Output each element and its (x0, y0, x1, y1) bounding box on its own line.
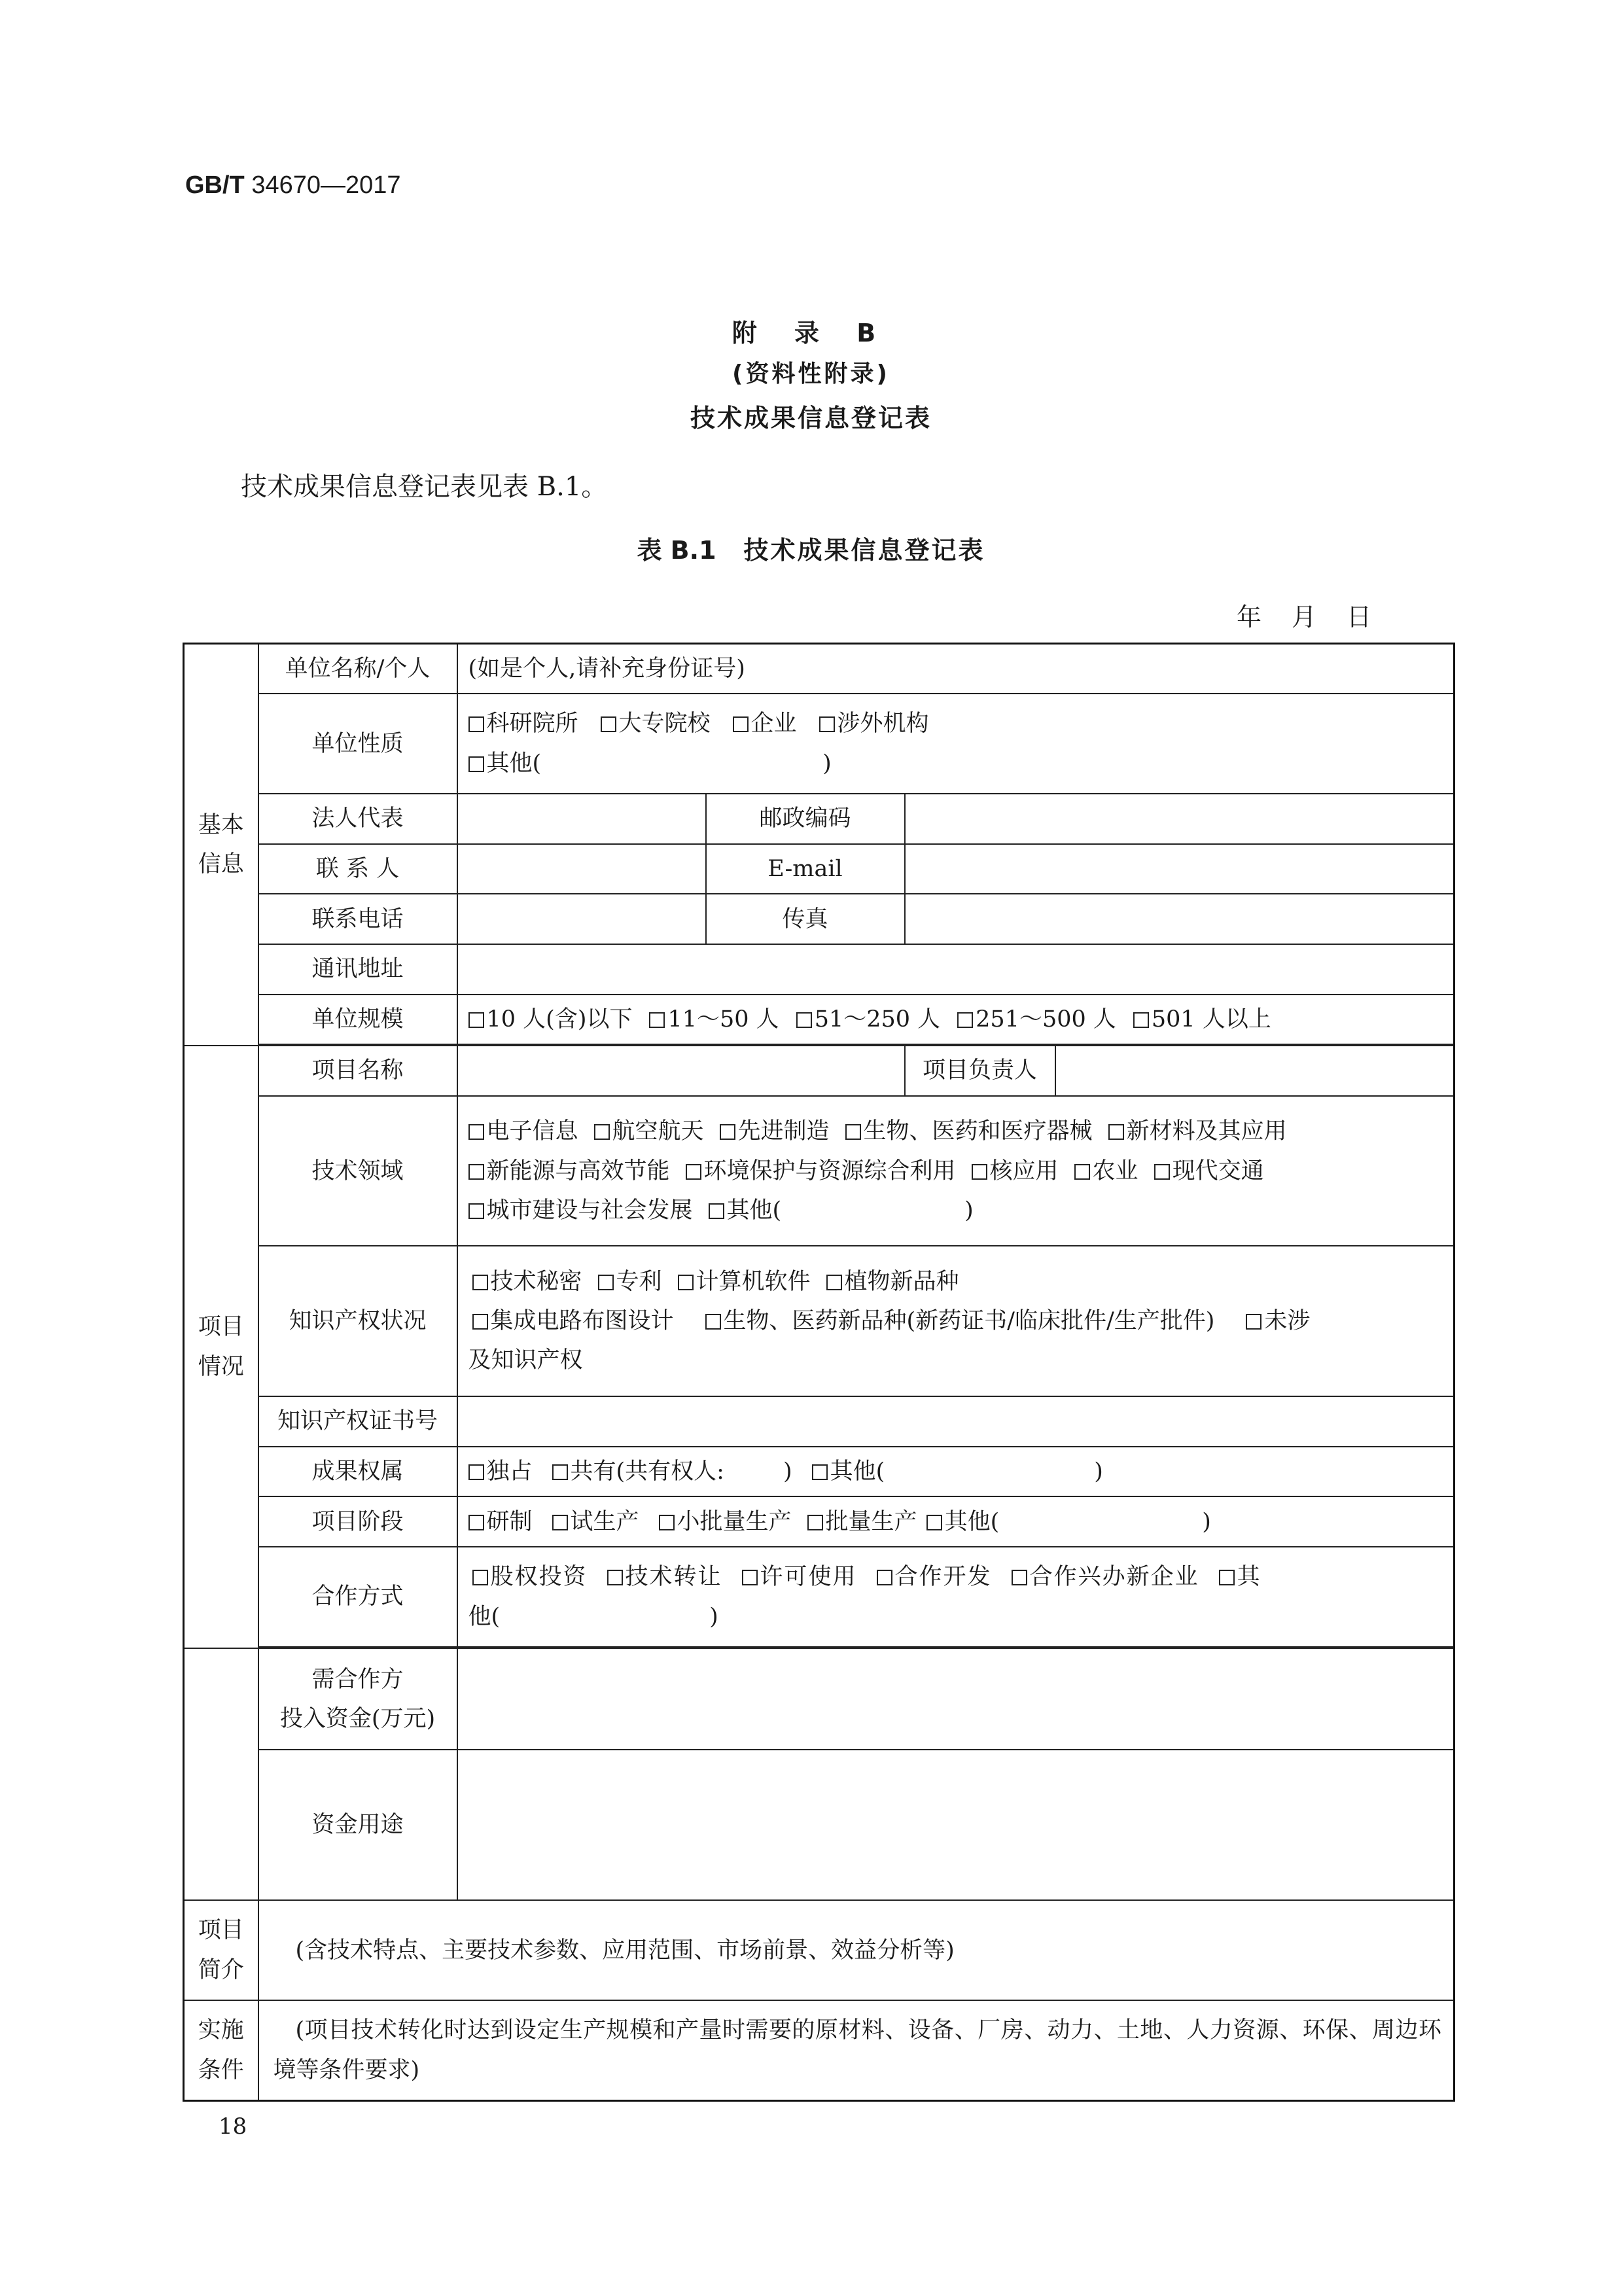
coop-option-other-tail: 他( (468, 1603, 501, 1630)
checkbox[interactable] (468, 1203, 484, 1219)
checkbox[interactable] (877, 1570, 892, 1585)
checkbox[interactable] (468, 756, 484, 772)
group-funding (184, 1648, 258, 1900)
postcode-field[interactable] (905, 794, 1455, 844)
checkbox[interactable] (607, 1570, 623, 1585)
coop-option-4[interactable]: 合作开发 (877, 1564, 992, 1590)
tech-field-options (457, 1096, 1455, 1246)
ip-option-5[interactable]: 集成电路布图设计 (472, 1308, 674, 1334)
scale-field (457, 995, 1455, 1045)
ip-option-7[interactable]: 未涉 (1246, 1308, 1310, 1334)
standard-code (185, 171, 401, 200)
checkbox[interactable] (468, 1464, 484, 1480)
checkbox[interactable] (705, 1314, 721, 1330)
org-name-hint: (如是个人,请补充身份证号) (468, 655, 745, 682)
scale-option-2[interactable]: 11～50 人 (649, 1006, 779, 1033)
project-leader-label: 项目负责人 (905, 1046, 1055, 1096)
coop-label: 合作方式 (258, 1547, 457, 1647)
checkbox[interactable] (826, 1275, 842, 1290)
summary-hint: (含技术特点、主要技术参数、应用范围、市场前景、效益分析等) (295, 1937, 955, 1964)
annex-title: 附 录 B (732, 319, 890, 347)
checkbox[interactable] (926, 1515, 942, 1530)
fax-label: 传真 (706, 894, 905, 944)
conditions-hint: (项目技术转化时达到设定生产规模和产量时需要的原材料、设备、厂房、动力、土地、人力资源、环保、周边环境等条件要求) (273, 2017, 1441, 2083)
checkbox[interactable] (796, 1012, 812, 1028)
date-year-label[interactable]: 年 (1237, 603, 1262, 631)
project-name-label: 项目名称 (258, 1046, 457, 1096)
checkbox[interactable] (1012, 1570, 1027, 1585)
ip-option-7-tail: 及知识产权 (468, 1347, 583, 1374)
group-project-info-label: 项目情况 (198, 1314, 244, 1380)
phone-label: 联系电话 (258, 894, 457, 944)
checkbox[interactable] (720, 1124, 735, 1140)
org-type-option-other[interactable]: 其他( ) (468, 751, 832, 777)
coop-option-5[interactable]: 合作兴办新企业 (1012, 1564, 1199, 1590)
tech-field-option-1[interactable]: 电子信息 (468, 1118, 578, 1144)
stage-option-4[interactable]: 批量生产 (807, 1509, 917, 1535)
checkbox[interactable] (678, 1275, 694, 1290)
intro-text: 技术成果信息登记表见表 B.1。 (241, 472, 608, 502)
scale-option-1[interactable]: 10 人(含)以下 (468, 1006, 633, 1033)
group-summary (184, 1900, 258, 2000)
checkbox[interactable] (598, 1275, 614, 1290)
checkbox[interactable] (472, 1314, 488, 1330)
checkbox[interactable] (468, 1012, 484, 1028)
ownership-shared[interactable]: 共有(共有权人: ) (552, 1458, 792, 1485)
legal-rep-field[interactable] (457, 794, 706, 844)
checkbox[interactable] (1246, 1314, 1261, 1330)
stage-label: 项目阶段 (258, 1496, 457, 1547)
annex-name: 技术成果信息登记表 (690, 404, 932, 433)
stage-option-other[interactable]: 其他( ) (926, 1509, 1211, 1535)
tech-field-option-7[interactable]: 环境保护与资源综合利用 (686, 1158, 956, 1184)
stage-option-3[interactable]: 小批量生产 (659, 1509, 792, 1535)
standard-number: 34670—2017 (251, 171, 401, 199)
tech-field-option-other[interactable]: 其他( ) (709, 1197, 974, 1224)
coop-other-close: ) (709, 1603, 718, 1630)
investment-label (258, 1648, 457, 1750)
checkbox[interactable] (468, 1124, 484, 1140)
checkbox[interactable] (709, 1203, 724, 1219)
group-basic-info (184, 644, 258, 1046)
scale-option-5[interactable]: 501 人以上 (1133, 1006, 1271, 1033)
postcode-label: 邮政编码 (706, 794, 905, 844)
checkbox[interactable] (972, 1164, 987, 1180)
checkbox[interactable] (742, 1570, 758, 1585)
ip-cert-field[interactable] (457, 1396, 1455, 1447)
checkbox[interactable] (468, 1164, 484, 1180)
ip-cert-label: 知识产权证书号 (258, 1396, 457, 1447)
checkbox[interactable] (1133, 1012, 1149, 1028)
conditions-field[interactable] (258, 2000, 1455, 2100)
standard-prefix: GB/T (185, 171, 245, 199)
date-day-label[interactable]: 日 (1347, 603, 1372, 631)
tech-field-label: 技术领域 (258, 1096, 457, 1246)
ip-option-2[interactable]: 专利 (598, 1269, 662, 1295)
scale-option-4[interactable]: 251～500 人 (957, 1006, 1116, 1033)
checkbox[interactable] (659, 1515, 675, 1530)
tech-field-option-3[interactable]: 先进制造 (720, 1118, 830, 1144)
coop-option-2[interactable]: 技术转让 (607, 1564, 722, 1590)
group-conditions (184, 2000, 258, 2100)
org-type-option-4[interactable]: 涉外机构 (819, 711, 929, 737)
investment-label-line-2: 投入资金(万元) (279, 1705, 436, 1732)
org-name-label: 单位名称/个人 (258, 644, 457, 694)
tech-field-option-10[interactable]: 现代交通 (1154, 1158, 1264, 1184)
page-number: 18 (219, 2113, 247, 2140)
checkbox[interactable] (733, 716, 749, 732)
table-title: 技术成果信息登记表 (743, 536, 985, 565)
tech-field-option-2[interactable]: 航空航天 (594, 1118, 704, 1144)
checkbox[interactable] (1219, 1570, 1235, 1585)
coop-option-other[interactable]: 其 (1219, 1564, 1261, 1590)
checkbox[interactable] (552, 1515, 568, 1530)
contact-field[interactable] (457, 844, 706, 894)
project-leader-field[interactable] (1055, 1046, 1455, 1096)
checkbox[interactable] (594, 1124, 610, 1140)
org-type-field (457, 694, 1455, 794)
ownership-exclusive[interactable]: 独占 (468, 1458, 533, 1485)
ownership-label: 成果权属 (258, 1447, 457, 1497)
tech-field-option-4[interactable]: 生物、医药和医疗器械 (845, 1118, 1093, 1144)
ownership-options (457, 1447, 1455, 1497)
org-type-label: 单位性质 (258, 694, 457, 794)
org-type-option-3[interactable]: 企业 (733, 711, 797, 737)
registration-form-table (183, 643, 1455, 2102)
fax-field[interactable] (905, 894, 1455, 944)
stage-options (457, 1496, 1455, 1547)
checkbox[interactable] (472, 1570, 488, 1585)
email-field[interactable] (905, 844, 1455, 894)
phone-field[interactable] (457, 894, 706, 944)
address-label: 通讯地址 (258, 944, 457, 995)
address-field[interactable] (457, 944, 1455, 995)
legal-rep-label: 法人代表 (258, 794, 457, 844)
ip-option-6[interactable]: 生物、医药新品种(新药证书/临床批件/生产批件) (705, 1308, 1215, 1334)
group-basic-info-label: 基本信息 (198, 811, 244, 878)
tech-field-option-11[interactable]: 城市建设与社会发展 (468, 1197, 693, 1224)
fund-usage-field[interactable] (457, 1750, 1455, 1900)
stage-option-2[interactable]: 试生产 (552, 1509, 639, 1535)
checkbox[interactable] (686, 1164, 701, 1180)
investment-field[interactable] (457, 1648, 1455, 1750)
checkbox[interactable] (812, 1464, 828, 1480)
group-conditions-label: 实施条件 (198, 2017, 244, 2083)
summary-field[interactable] (258, 1900, 1455, 2000)
email-label: E-mail (706, 844, 905, 894)
checkbox[interactable] (649, 1012, 665, 1028)
checkbox[interactable] (957, 1012, 973, 1028)
project-name-field[interactable] (457, 1046, 905, 1096)
checkbox[interactable] (468, 1515, 484, 1530)
coop-option-3[interactable]: 许可使用 (742, 1564, 857, 1590)
contact-label: 联 系 人 (258, 844, 457, 894)
ip-status-options (457, 1246, 1455, 1396)
org-type-option-2[interactable]: 大专院校 (601, 711, 711, 737)
org-type-option-1[interactable]: 科研院所 (468, 711, 578, 737)
ip-option-3[interactable]: 计算机软件 (678, 1269, 811, 1295)
fund-usage-label: 资金用途 (258, 1750, 457, 1900)
coop-option-1[interactable]: 股权投资 (472, 1564, 588, 1590)
table-caption (0, 530, 1622, 566)
checkbox[interactable] (1108, 1124, 1124, 1140)
tech-field-option-5[interactable]: 新材料及其应用 (1108, 1118, 1287, 1144)
tech-field-option-6[interactable]: 新能源与高效节能 (468, 1158, 670, 1184)
checkbox[interactable] (552, 1464, 568, 1480)
ip-status-label: 知识产权状况 (258, 1246, 457, 1396)
checkbox[interactable] (468, 716, 484, 732)
scale-option-3[interactable]: 51～250 人 (796, 1006, 940, 1033)
group-summary-label: 项目简介 (198, 1917, 244, 1983)
coop-options (457, 1547, 1455, 1647)
stage-option-1[interactable]: 研制 (468, 1509, 533, 1535)
checkbox[interactable] (601, 716, 616, 732)
checkbox[interactable] (819, 716, 835, 732)
tech-field-option-9[interactable]: 农业 (1074, 1158, 1138, 1184)
checkbox[interactable] (1154, 1164, 1170, 1180)
scale-label: 单位规模 (258, 995, 457, 1045)
checkbox[interactable] (472, 1275, 488, 1290)
group-project-info (184, 1046, 258, 1648)
table-number: 表 B.1 (637, 536, 716, 565)
ownership-other[interactable]: 其他( ) (812, 1458, 1103, 1485)
ip-option-1[interactable]: 技术秘密 (472, 1269, 582, 1295)
ip-option-4[interactable]: 植物新品种 (826, 1269, 959, 1295)
tech-field-option-8[interactable]: 核应用 (972, 1158, 1059, 1184)
checkbox[interactable] (845, 1124, 861, 1140)
checkbox[interactable] (1074, 1164, 1090, 1180)
investment-label-line-1: 需合作方 (311, 1666, 404, 1693)
org-name-field[interactable] (457, 644, 1455, 694)
checkbox[interactable] (807, 1515, 823, 1530)
date-month-label[interactable]: 月 (1292, 603, 1317, 631)
annex-type: (资料性附录) (732, 361, 890, 387)
date-line (1237, 597, 1371, 633)
